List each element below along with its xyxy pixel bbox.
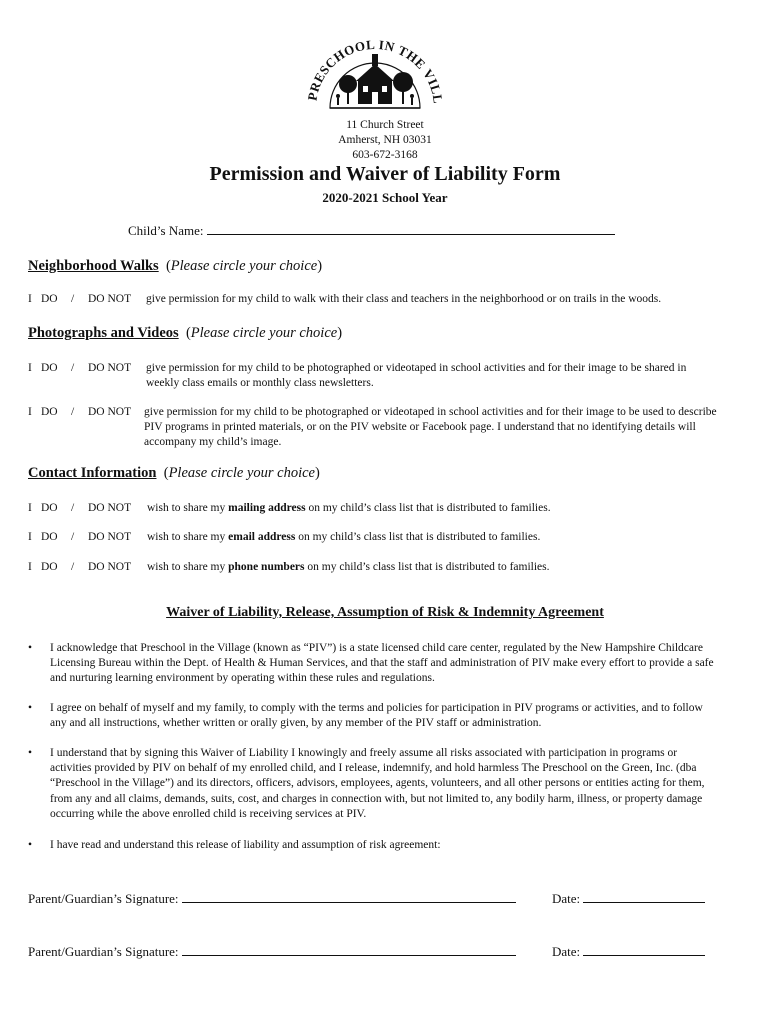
neighborhood-row (28, 292, 748, 308)
waiver-text-4: I have read and understand this release of liability and assumption of risk agreement: (50, 839, 441, 851)
signature-line[interactable] (182, 943, 516, 956)
address-city: Amherst, NH 03031 (338, 134, 432, 146)
choice-slash: / (71, 561, 75, 573)
address-phone: 603-672-3168 (352, 149, 418, 161)
contact-email-text: wish to share my email address on my child’s class list that is distributed to families. (147, 531, 541, 543)
phone-numbers-term: phone numbers (228, 561, 305, 573)
date-field-2[interactable] (552, 943, 705, 960)
waiver-text-3: I understand that by signing this Waiver of Liability I knowingly and freely assume all risks associated with participation in programs or activities provided by PIV on behalf of my enrolled child, and I release, indemnify, and hold harmless The Preschool on the Green, Inc. (dba “Preschool in the Village”) and its directors, officers, advisors, employees, agents, volunteers, and all other persons or entities acting for them, from any and all claims, demands, suits, cost, and charges in connection with, but not limited to, any bodily harm, illness, or property damage occurring while the above enrolled child is receiving services at PIV. (50, 747, 705, 820)
contact-phone-text: wish to share my phone numbers on my child’s class list that is distributed to families. (147, 561, 550, 573)
neighborhood-heading: Neighborhood Walks (28, 258, 159, 274)
address-street: 11 Church Street (346, 119, 424, 131)
waiver-text-2: I agree on behalf of myself and my family, to comply with the terms and policies for participation in PIV programs or activities, and to follow any and all instructions, whether written or orally given, by any member of the PIV staff or administration. (50, 702, 703, 730)
choice-slash: / (71, 502, 75, 514)
choice-do[interactable]: DO (41, 362, 58, 374)
signature-label: Parent/Guardian’s Signature: (28, 944, 179, 959)
signature-field-2[interactable] (28, 943, 516, 960)
waiver-text-1: I acknowledge that Preschool in the Village (known as “PIV”) is a state licensed child care center, regulated by the New Hampshire Childcare Licensing Bureau within the Dept. of Health & Human Services, and that the staff and administration of PIV make every effort to provide a safe and nurturing learning environment by operating within these rules and regulations. (50, 642, 714, 685)
choice-slash: / (71, 406, 75, 418)
svg-text:THE PRESCHOOL IN THE VILLAGE: PRESCHOOL IN THE VILL (304, 36, 446, 105)
date-field-1[interactable] (552, 890, 705, 907)
choice-do[interactable]: DO (41, 531, 58, 543)
section-photos: Photographs and Videos (Please circle your choice) (28, 325, 343, 341)
signature-field-1[interactable] (28, 890, 516, 907)
bullet-icon: • (28, 747, 33, 759)
photos-text-2: give permission for my child to be photographed or videotaped in school activities and for their image to be used to describe PIV programs in printed materials, or on the PIV website or Facebook page. I understand that no identifying details will accompany my child’s image. (144, 406, 717, 448)
choice-do-not[interactable]: DO NOT (88, 406, 132, 418)
neighborhood-note: Please circle your choice (170, 258, 318, 274)
photos-text-1: give permission for my child to be photographed or videotaped in school activities and for their image to be shared in weekly class emails or monthly class newsletters. (146, 362, 687, 389)
choice-i: I (28, 561, 32, 573)
choice-do-not[interactable]: DO NOT (88, 293, 132, 305)
signature-label: Parent/Guardian’s Signature: (28, 891, 179, 906)
choice-do[interactable]: DO (41, 293, 58, 305)
contact-heading: Contact Information (28, 465, 157, 481)
contact-row-phone (28, 560, 748, 576)
waiver-heading: Waiver of Liability, Release, Assumption of Risk & Indemnity Agreement (166, 605, 604, 620)
choice-do-not[interactable]: DO NOT (88, 531, 132, 543)
bullet-icon: • (28, 702, 33, 714)
section-neighborhood: Neighborhood Walks (Please circle your choice) (28, 258, 323, 274)
contact-row-mailing (28, 501, 748, 517)
email-address-term: email address (228, 531, 296, 543)
choice-i: I (28, 362, 32, 374)
bullet-icon: • (28, 839, 33, 851)
photos-heading: Photographs and Videos (28, 325, 179, 341)
choice-slash: / (71, 362, 75, 374)
signature-line[interactable] (182, 890, 516, 903)
school-year: 2020-2021 School Year (322, 190, 448, 205)
date-line[interactable] (583, 890, 705, 903)
neighborhood-text: give permission for my child to walk with their class and teachers in the neighborhood or on trails in the woods. (146, 293, 662, 305)
choice-i: I (28, 293, 32, 305)
photos-row-2 (28, 405, 748, 453)
waiver-bullet-2 (28, 701, 728, 733)
waiver-bullet-4 (28, 838, 728, 854)
choice-slash: / (71, 293, 75, 305)
date-label: Date: (552, 944, 581, 959)
choice-i: I (28, 406, 32, 418)
choice-i: I (28, 531, 32, 543)
choice-do-not[interactable]: DO NOT (88, 502, 132, 514)
child-name-label: Child’s Name: (128, 223, 204, 238)
child-name-field[interactable] (128, 222, 615, 239)
choice-do-not[interactable]: DO NOT (88, 561, 132, 573)
school-logo (300, 34, 450, 112)
page-title: Permission and Waiver of Liability Form (209, 163, 561, 185)
bullet-icon: • (28, 642, 33, 654)
section-contact: Contact Information (Please circle your choice) (28, 465, 320, 481)
contact-note: Please circle your choice (168, 465, 315, 481)
choice-i: I (28, 502, 32, 514)
contact-row-email (28, 530, 748, 546)
date-line[interactable] (583, 943, 705, 956)
choice-slash: / (71, 531, 75, 543)
child-name-line[interactable] (207, 222, 615, 235)
choice-do[interactable]: DO (41, 406, 58, 418)
date-label: Date: (552, 891, 581, 906)
contact-mailing-text: wish to share my mailing address on my child’s class list that is distributed to families. (147, 502, 551, 514)
waiver-bullet-3 (28, 746, 728, 826)
choice-do[interactable]: DO (41, 502, 58, 514)
mailing-address-term: mailing address (228, 502, 306, 514)
photos-note: Please circle your choice (190, 325, 338, 341)
choice-do-not[interactable]: DO NOT (88, 362, 132, 374)
choice-do[interactable]: DO (41, 561, 58, 573)
waiver-bullet-1 (28, 641, 728, 689)
school-address (0, 118, 770, 163)
photos-row-1 (28, 361, 748, 393)
